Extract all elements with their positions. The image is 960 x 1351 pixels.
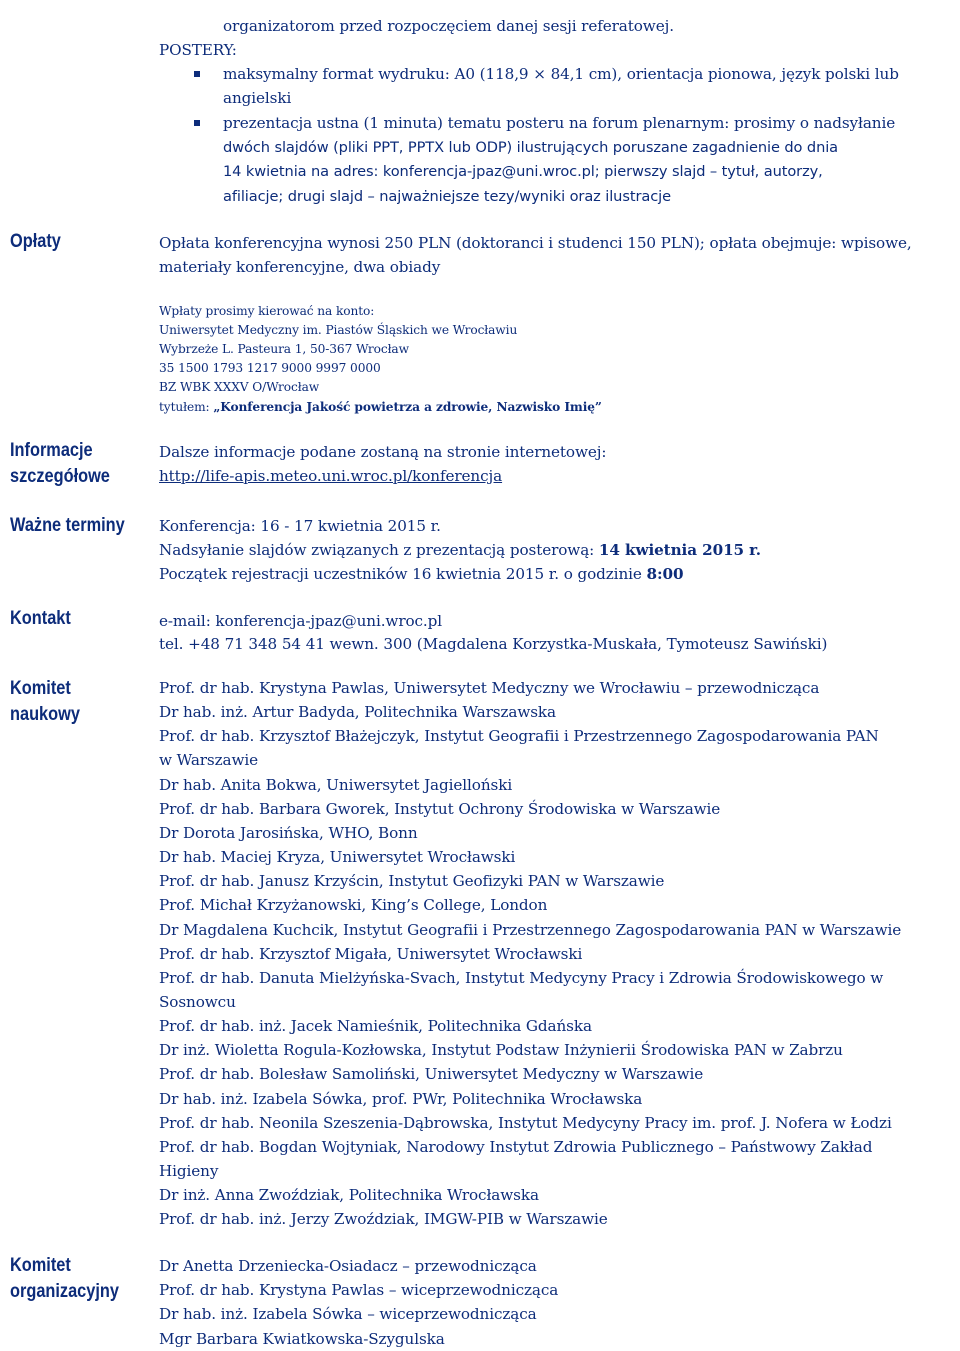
committee-member: Mgr Barbara Kwiatkowska-Szygulska	[159, 1329, 445, 1348]
details-label-line-2: szczegółowe	[10, 466, 110, 487]
details-label-line-1: Informacje	[10, 440, 93, 461]
fees-label: Opłaty	[10, 231, 61, 252]
committee-member: Prof. dr hab. Krzysztof Migała, Uniwersytet Wrocławski	[159, 944, 583, 963]
account-line-2: Uniwersytet Medyczny im. Piastów Śląskich we Wrocławiu	[159, 323, 518, 337]
committee-member: Dr hab. inż. Izabela Sówka, prof. PWr, Politechnika Wrocławska	[159, 1089, 643, 1108]
contact-label: Kontakt	[10, 608, 71, 629]
account-line-1: Wpłaty prosimy kierować na konto:	[159, 304, 375, 318]
transfer-title	[159, 398, 602, 417]
continuation-line: organizatorom przed rozpoczęciem danej sesji referatowej.	[223, 17, 674, 35]
poster-item-2-line-2: dwóch slajdów (pliki PPT, PPTX lub ODP) ilustrujących poruszane zagadnienie do dnia	[223, 139, 839, 156]
committee-member: Prof. dr hab. Janusz Krzyścin, Instytut Geofizyki PAN w Warszawie	[159, 872, 665, 891]
committee-member: Prof. dr hab. Neonila Szeszenia-Dąbrowska, Instytut Medycyny Pracy im. prof. J. Nofera w Łodzi	[159, 1113, 892, 1132]
poster-item-1-line-1: maksymalny format wydruku: A0 (118,9 × 84,1 cm), orientacja pionowa, język polski lub	[223, 65, 899, 83]
dates-line-2-date: 14 kwietnia 2015 r.	[598, 541, 761, 559]
committee-member: Prof. Michał Krzyżanowski, King’s College, London	[159, 896, 548, 915]
dates-line-3	[159, 562, 683, 586]
transfer-title-prefix: tytułem:	[159, 400, 214, 414]
committee-member: w Warszawie	[159, 751, 259, 770]
posters-heading: POSTERY:	[159, 41, 237, 59]
committee-member: Prof. dr hab. Bolesław Samoliński, Uniwersytet Medyczny w Warszawie	[159, 1065, 704, 1084]
committee-member: Prof. dr hab. Krystyna Pawlas – wiceprzewodnicząca	[159, 1281, 559, 1300]
committee-member: Dr hab. Anita Bokwa, Uniwersytet Jagielloński	[159, 775, 513, 794]
committee-member: Dr inż. Anna Zwoździak, Politechnika Wrocławska	[159, 1186, 539, 1205]
committee-member: Dr Dorota Jarosińska, WHO, Bonn	[159, 823, 418, 842]
scientific-committee-label-line-1: Komitet	[10, 678, 71, 699]
details-link-wrap	[159, 464, 502, 488]
dates-label: Ważne terminy	[10, 515, 125, 536]
committee-member: Dr inż. Wioletta Rogula-Kozłowska, Instytut Podstaw Inżynierii Środowiska PAN w Zabrzu	[159, 1041, 843, 1060]
poster-item-2-line-1: prezentacja ustna (1 minuta) tematu posteru na forum plenarnym: prosimy o nadsyłanie	[223, 114, 896, 132]
account-number: 35 1500 1793 1217 9000 9997 0000	[159, 361, 381, 375]
poster-item-1-line-2: angielski	[223, 89, 292, 107]
committee-member: Prof. dr hab. Krystyna Pawlas, Uniwersytet Medyczny we Wrocławiu – przewodnicząca	[159, 679, 820, 697]
dates-line-2	[159, 538, 761, 562]
dates-line-3-time: 8:00	[646, 565, 684, 583]
contact-email: e-mail: konferencja-jpaz@uni.wroc.pl	[159, 612, 443, 630]
committee-member: Prof. dr hab. inż. Jerzy Zwoździak, IMGW-PIB w Warszawie	[159, 1210, 608, 1229]
committee-member: Sosnowcu	[159, 992, 236, 1011]
details-text: Dalsze informacje podane zostaną na stronie internetowej:	[159, 443, 607, 461]
bullet-icon	[194, 120, 200, 126]
committee-member: Dr hab. inż. Artur Badyda, Politechnika Warszawska	[159, 703, 556, 722]
dates-line-3-text: Początek rejestracji uczestników 16 kwietnia 2015 r. o godzinie	[159, 565, 647, 583]
committee-member: Prof. dr hab. inż. Jacek Namieśnik, Politechnika Gdańska	[159, 1017, 592, 1036]
bullet-icon	[194, 71, 200, 77]
committee-member: Dr hab. inż. Izabela Sówka – wiceprzewodnicząca	[159, 1305, 537, 1324]
fees-line-1: Opłata konferencyjna wynosi 250 PLN (doktoranci i studenci 150 PLN); opłata obejmuje: wpisowe,	[159, 234, 912, 252]
contact-phone: tel. +48 71 348 54 41 wewn. 300 (Magdalena Korzystka-Muskała, Tymoteusz Sawiński)	[159, 635, 828, 653]
scientific-committee-label-line-2: naukowy	[10, 704, 80, 725]
bank-name: BZ WBK XXXV O/Wrocław	[159, 380, 320, 394]
fees-line-2: materiały konferencyjne, dwa obiady	[159, 258, 441, 276]
account-line-3: Wybrzeże L. Pasteura 1, 50-367 Wrocław	[159, 342, 409, 356]
dates-line-2-text: Nadsyłanie slajdów związanych z prezentacją posterową:	[159, 541, 599, 559]
poster-item-2-line-3: 14 kwietnia na adres: konferencja-jpaz@uni.wroc.pl; pierwszy slajd – tytuł, autorzy,	[223, 163, 823, 180]
conference-website-link[interactable]: http://life-apis.meteo.uni.wroc.pl/konferencja	[159, 467, 503, 485]
committee-member: Dr hab. Maciej Kryza, Uniwersytet Wrocławski	[159, 848, 516, 867]
committee-member: Prof. dr hab. Danuta Mielżyńska-Svach, Instytut Medycyny Pracy i Zdrowia Środowiskowego w	[159, 968, 884, 987]
organizing-committee-label-line-2: organizacyjny	[10, 1281, 119, 1302]
transfer-title-text: „Konferencja Jakość powietrza a zdrowie, Nazwisko Imię”	[213, 400, 602, 414]
poster-item-2-line-4: afiliacje; drugi slajd – najważniejsze tezy/wyniki oraz ilustracje	[223, 188, 671, 205]
dates-line-1: Konferencja: 16 - 17 kwietnia 2015 r.	[159, 517, 441, 535]
organizing-committee-label-line-1: Komitet	[10, 1255, 71, 1276]
committee-member: Dr Magdalena Kuchcik, Instytut Geografii i Przestrzennego Zagospodarowania PAN w Warszawie	[159, 920, 902, 939]
committee-member: Prof. dr hab. Krzysztof Błażejczyk, Instytut Geografii i Przestrzennego Zagospodarowania PAN	[159, 727, 879, 746]
committee-member: Dr Anetta Drzeniecka-Osiadacz – przewodnicząca	[159, 1257, 537, 1275]
committee-member: Higieny	[159, 1162, 219, 1180]
committee-member: Prof. dr hab. Barbara Gworek, Instytut Ochrony Środowiska w Warszawie	[159, 799, 721, 818]
committee-member: Prof. dr hab. Bogdan Wojtyniak, Narodowy Instytut Zdrowia Publicznego – Państwowy Zakład	[159, 1137, 873, 1156]
